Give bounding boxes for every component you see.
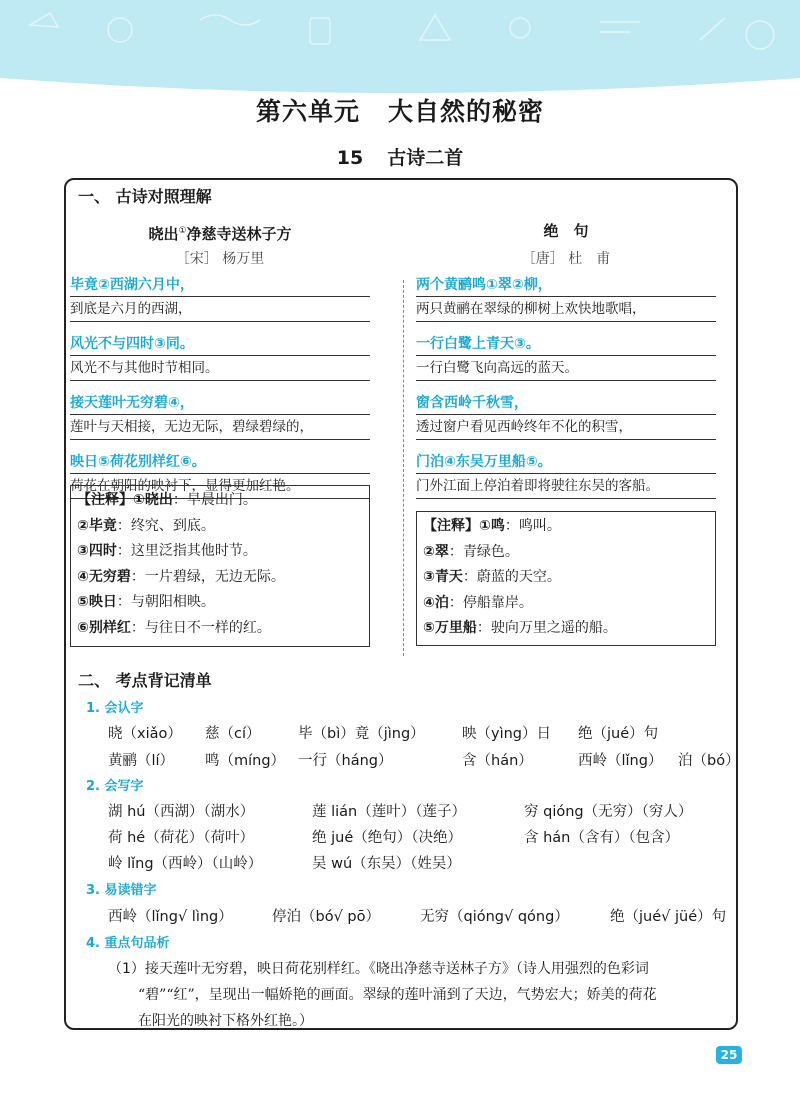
poem1-column	[70, 218, 370, 510]
sub-heading-write: 2. 会写字	[86, 779, 144, 794]
column-divider	[403, 280, 404, 656]
write-item: 荷 hé（荷花）（荷叶）	[108, 830, 254, 846]
write-item: 穷 qióng（无穷）（穷人）	[524, 804, 693, 820]
note-item: ④泊：停船靠岸。	[423, 594, 533, 611]
poem1-line: 映日⑤荷花别样红⑥。	[70, 451, 370, 474]
poem1-line: 风光不与四时③同。	[70, 333, 370, 356]
poem1-line: 毕竟②西湖六月中，	[70, 274, 370, 297]
note-item: ③青天：蔚蓝的天空。	[423, 569, 561, 585]
poem1-translation: 莲叶与天相接，无边无际，碧绿碧绿的，	[70, 415, 370, 440]
section1-heading: 一、 古诗对照理解	[78, 187, 212, 206]
poem1-author: ［宋］ 杨万里	[175, 251, 265, 267]
recognize-item: 映（yìng）日	[462, 726, 552, 742]
poem1-line: 接天莲叶无穷碧④，	[70, 392, 370, 415]
poem1-notes	[70, 485, 370, 647]
section2-heading: 二、 考点背记清单	[78, 671, 212, 690]
poem2-column	[416, 218, 716, 510]
note-item: 【注释】①晓出：早晨出门。	[77, 492, 257, 508]
recognize-item: 含（hán）	[462, 753, 533, 769]
write-item: 湖 hú（西湖）（湖水）	[108, 804, 255, 820]
note-item: ⑤映日：与朝阳相映。	[77, 594, 215, 610]
sub-heading-recognize: 1. 会认字	[86, 701, 144, 716]
poem2-line: 一行白鹭上青天③。	[416, 333, 716, 356]
poem2-line: 两个黄鹂鸣①翠②柳，	[416, 274, 716, 297]
misread-item: 停泊（bó√ pō）	[272, 909, 380, 925]
analysis-line: “碧”“红”，呈现出一幅娇艳的画面。翠绿的莲叶涌到了天边，气势宏大；娇美的荷花	[138, 987, 657, 1003]
poem2-translation: 两只黄鹂在翠绿的柳树上欢快地歌唱，	[416, 297, 716, 322]
analysis-line: 在阳光的映衬下格外红艳。）	[138, 1013, 313, 1029]
write-item: 吴 wú（东吴）（姓吴）	[312, 856, 461, 872]
misread-item: 无穷（qióng√ qóng）	[420, 909, 569, 925]
unit-title: 第六单元 大自然的秘密	[255, 97, 545, 126]
recognize-item: 鸣（míng）	[205, 753, 286, 769]
recognize-item: 晓（xiǎo）	[108, 726, 182, 742]
poem1-title: 晓出①净慈寺送林子方	[148, 225, 292, 243]
recognize-item: 慈（cí）	[205, 726, 261, 742]
sub-heading-misread: 3. 易读错字	[86, 883, 157, 898]
poem2-line: 窗含西岭千秋雪，	[416, 392, 716, 415]
poem1-translation: 荷花在朝阳的映衬下，显得更加红艳。	[70, 474, 370, 499]
misread-item: 西岭（lǐng√ lìng）	[108, 909, 233, 925]
note-item: ⑤万里船：驶向万里之遥的船。	[423, 620, 617, 636]
note-item: ⑥别样红：与往日不一样的红。	[77, 619, 271, 636]
note-item: ②毕竟：终究、到底。	[77, 517, 215, 534]
write-item: 岭 lǐng（西岭）（山岭）	[108, 856, 263, 872]
poem2-translation: 门外江面上停泊着即将驶往东吴的客船。	[416, 474, 716, 499]
write-item: 含 hán（含有）（包含）	[524, 830, 680, 846]
recognize-item: 绝（jué）句	[578, 726, 659, 742]
poem2-line: 门泊④东吴万里船⑤。	[416, 451, 716, 474]
poem2-translation: 透过窗户看见西岭终年不化的积雪，	[416, 415, 716, 440]
write-item: 莲 lián（莲叶）（莲子）	[312, 804, 466, 820]
misread-item: 绝（jué√ jüé）句	[610, 909, 727, 925]
recognize-item: 黄鹂（lí）	[108, 753, 175, 769]
write-item: 绝 jué（绝句）（决绝）	[312, 830, 462, 846]
poem2-translation: 一行白鹭飞向高远的蓝天。	[416, 356, 716, 381]
recognize-item: 一行（háng）	[298, 753, 393, 769]
lesson-title: 15 古诗二首	[336, 147, 464, 169]
note-item: ③四时：这里泛指其他时节。	[77, 543, 257, 559]
note-item: ④无穷碧：一片碧绿，无边无际。	[77, 568, 285, 585]
page-number: 25	[716, 1046, 742, 1064]
poem1-translation: 到底是六月的西湖，	[70, 297, 370, 322]
sub-heading-analysis: 4. 重点句品析	[86, 936, 170, 951]
poem2-author: ［唐］ 杜 甫	[521, 251, 611, 267]
recognize-item: 泊（bó）	[678, 753, 740, 769]
recognize-item: 毕（bì）竟（jìng）	[298, 726, 425, 742]
poem2-notes	[416, 511, 716, 646]
recognize-item: 西岭（lǐng）	[578, 753, 663, 769]
analysis-line: （1）接天莲叶无穷碧，映日荷花别样红。《晓出净慈寺送林子方》（诗人用强烈的色彩词	[108, 961, 649, 977]
analysis-paragraph	[108, 956, 728, 1034]
note-item: 【注释】①鸣：鸣叫。	[423, 518, 561, 534]
poem1-translation: 风光不与其他时节相同。	[70, 356, 370, 381]
note-item: ②翠：青绿色。	[423, 543, 519, 560]
poem2-title: 绝 句	[543, 222, 589, 240]
